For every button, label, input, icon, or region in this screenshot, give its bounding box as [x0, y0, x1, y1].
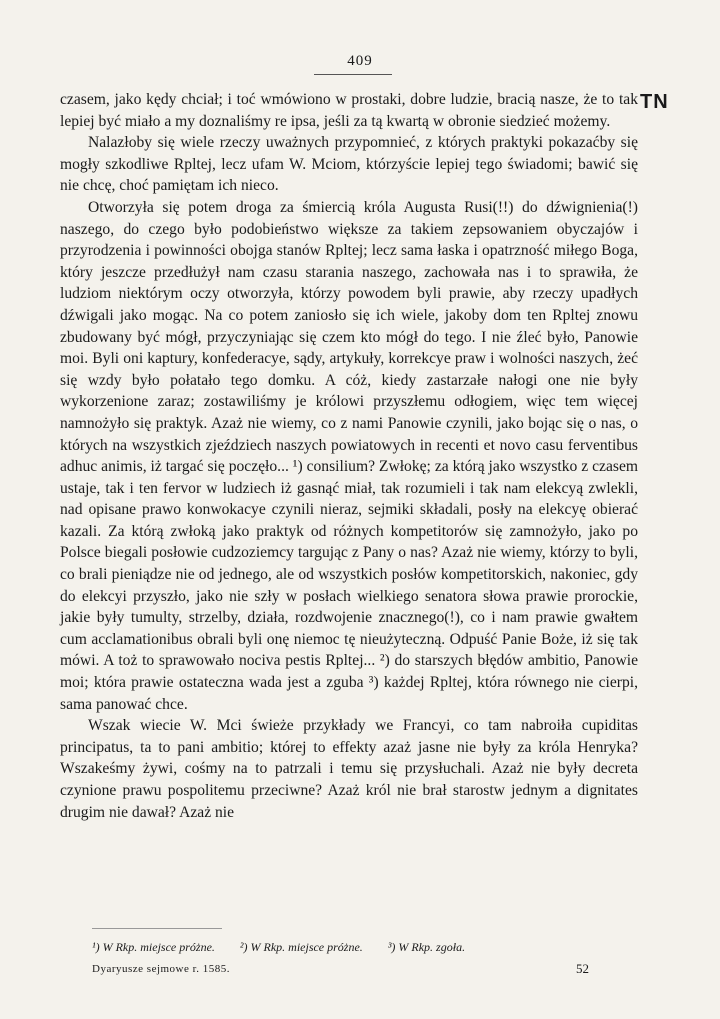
- page-number: 409: [347, 53, 373, 69]
- paragraph-4: Wszak wiecie W. Mci świeże przykłady we Francyi, co tam nabroiła cupiditas principatus, ta to pani ambitio; której to effekty azaż jasne nie były za króla Henryka? Wszakeśmy żywi, cośmy na to patrzali i temu się przysłuchali. Azaż nie były decreta czynione prawu pospolitemu przeciwne? Azaż król nie brał starostw jednym a dignitates drugim nie dawał? Azaż nie: [60, 717, 638, 821]
- footnote-rule: [92, 928, 222, 929]
- footer-signature-number: 52: [576, 961, 589, 976]
- body-text: [60, 89, 638, 823]
- paragraph-2: Nalazłoby się wiele rzeczy uważnych przypomnieć, z których praktyki pokazaćby się mogły szkodliwe Rpltej, lecz ufam W. Mciom, którzyście lepiej tego świadomi; bawić się nie chcę, choć pamiętam ich nieco.: [60, 134, 638, 195]
- paragraph-1: czasem, jako kędy chciał; i toć wmówiono w prostaki, dobre ludzie, bracią nasze, że to tak lepiej być miało a my doznaliśmy re ipsa, jeśli za tą kwartą w obronie siedzieć możemy.: [60, 91, 638, 130]
- paragraph-3: Otworzyła się potem droga za śmiercią króla Augusta Rusi(!!) do dźwignienia(!) naszego, do czego było podobieństwo większe za takiem zepsowaniem obyczajów i przyrodzenia i powinności obojga stanów Rpltej; lecz sama łaska i opatrzność miłego Boga, który jeszcze przedłużył nam czasu starania naszego, zachowała nas i to sprawiła, że ludziom niektórym oczy otworzyła, którzy powodem byli prawie, aby rzeczy upadłych dźwigali jako mogąc. Na co potem zaniosło się ich wiele, jakoby dom ten Rpltej znowu zbudowany być mógł, przyczyniając się czem kto mógł do tego. I nie źleć było, Panowie moi. Byli oni kaptury, konfederacye, sądy, artykuły, korrekcye praw i wolności naszych, żeć się wzdy było połatało tego domku. A cóż, kiedy zastarzałe nałogi one nie były wykorzenione zaraz; zostawiliśmy je królowi przyszłemu odłogiem, więc tem więcej namnożyło się praktyk. Azaż nie wiemy, co z nami Panowie czynili, jako bojąc się o nas, o których na wszystkich zjeździech naszych powiatowych in recenti et novo casu ferventibus adhuc animis, iż targać się poczęło... ¹) consilium? Zwłokę; za którą jako wszystko z czasem ustaje, tak i ten fervor w ludziech iż gasnąć miał, tak rozumieli i tak nam elekcyą zwlekli, nad opisane prawo konwokacye czynili nieraz, sejmiki składali, posły na elekcyę obierać kazali. Za którą zwłoką jako praktyk od różnych kompetitorów się zamnożyło, jako po Polsce biegali posłowie cudzoziemcy targując z Pany o nas? Azaż nie wiemy, którzy to byli, co brali pieniądze nie od jednego, ale od wszystkich posłów kompetitorskich, nakoniec, gdy do elekcyi przyszło, jako nie szły w posłach wielkiego senatora słowa prawie prorockie, jakie były tumulty, strzelby, działa, rozdwojenie znacznego(!), co i nam prawie gwałtem cum acclamationibus obrali byli onę niemoc tę nieużyteczną. Odpuść Panie Boże, iż się tak mówi. A toż to sprawowało nociva pestis Rpltej... ²) do starszych błędów ambitio, Panowie moi; która prawie ostateczna wada jest a zguba ³) każdej Rpltej, która równego nie cierpi, sama panować chce.: [60, 198, 638, 713]
- footnotes: [92, 940, 612, 955]
- footnote-2: ²) W Rkp. miejsce próżne.: [239, 940, 363, 954]
- footnote-3: ³) W Rkp. zgoła.: [387, 940, 466, 954]
- footnote-1: ¹) W Rkp. miejsce próżne.: [92, 940, 215, 954]
- footer-source: Dyaryusze sejmowe r. 1585.: [92, 963, 230, 975]
- side-mark: TN: [640, 91, 669, 113]
- header-rule: [314, 74, 392, 75]
